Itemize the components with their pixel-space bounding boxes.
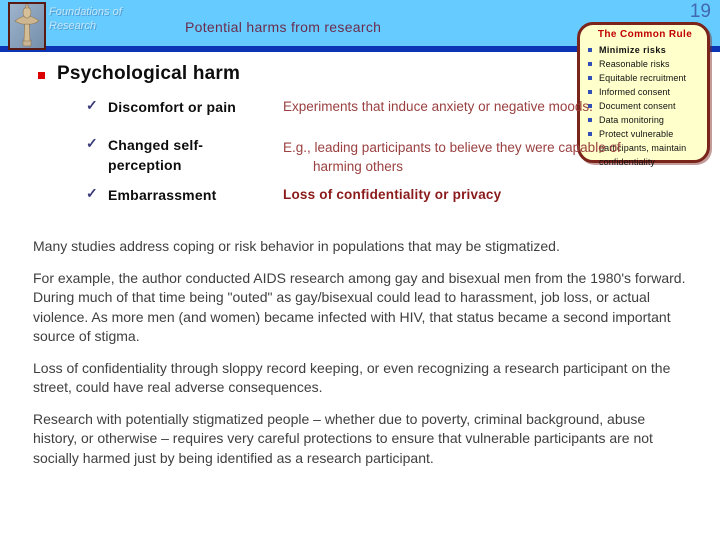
square-bullet-icon	[588, 76, 592, 80]
square-bullet-icon	[38, 72, 45, 79]
body-paragraph: Research with potentially stigmatized people – whether due to poverty, criminal background, abuse history, or otherwise – requires very careful protections to ensure that vulnerable participants are not socially harmed just by being identified as a research participant.	[33, 410, 653, 466]
harm-label: Changed self-perception	[108, 137, 204, 173]
common-rule-item	[588, 71, 703, 85]
checkmark-icon: ✓	[86, 135, 98, 151]
harm-description: E.g., leading participants to believe they were capable of harming others	[283, 140, 621, 174]
harm-item-embarrassment	[86, 185, 258, 205]
body-paragraphs	[33, 237, 693, 480]
common-rule-item-label: Informed consent	[599, 87, 671, 97]
common-rule-item-label: Data monitoring	[599, 115, 665, 125]
checkmark-icon: ✓	[86, 97, 98, 113]
square-bullet-icon	[588, 48, 592, 52]
square-bullet-icon	[588, 62, 592, 66]
common-rule-item-label: Minimize risks	[599, 45, 667, 55]
common-rule-item	[588, 57, 703, 71]
body-paragraph: For example, the author conducted AIDS research among gay and bisexual men from the 1980's forward. During much of that time being "outed" as gay/bisexual could lead to harassment, job loss, or actual violence. As more men (and women) became infected with HIV, that status became a second important source of stigma.	[33, 269, 686, 344]
harm-item-discomfort	[86, 97, 258, 117]
common-rule-item-label: Equitable recruitment	[599, 73, 687, 83]
common-rule-title: The Common Rule	[597, 29, 693, 40]
page-number: 19	[689, 1, 711, 22]
square-bullet-icon	[588, 90, 592, 94]
slide-title: Potential harms from research	[185, 19, 382, 35]
harm-description-emphasis: Loss of confidentiality or privacy	[283, 187, 502, 202]
square-bullet-icon	[588, 132, 592, 136]
harm-description: Experiments that induce anxiety or negative moods.	[283, 99, 593, 114]
square-bullet-icon	[588, 118, 592, 122]
bird-figurine-icon	[10, 4, 44, 48]
common-rule-item-label: Document consent	[599, 101, 676, 111]
brand-text	[49, 6, 169, 33]
body-paragraph: Many studies address coping or risk behavior in populations that may be stigmatized.	[33, 238, 560, 254]
harm-label: Embarrassment	[108, 187, 217, 203]
common-rule-item-label: Reasonable risks	[599, 59, 670, 69]
main-bullet-label: Psychological harm	[57, 63, 241, 84]
harm-item-self-perception	[86, 135, 258, 175]
main-bullet-row	[38, 63, 240, 85]
brand-line-1: Foundations of	[49, 6, 122, 18]
brand-line-2: Research	[49, 19, 97, 32]
bird-figurine-logo	[8, 2, 46, 50]
common-rule-item	[588, 43, 703, 57]
common-rule-item-label: Protect vulnerable participants, maintain confidentiality	[599, 129, 687, 167]
harm-label: Discomfort or pain	[108, 99, 237, 115]
body-paragraph: Loss of confidentiality through sloppy record keeping, or even recognizing a research participant on the street, could have real adverse consequences.	[33, 359, 671, 395]
checkmark-icon: ✓	[86, 185, 98, 201]
